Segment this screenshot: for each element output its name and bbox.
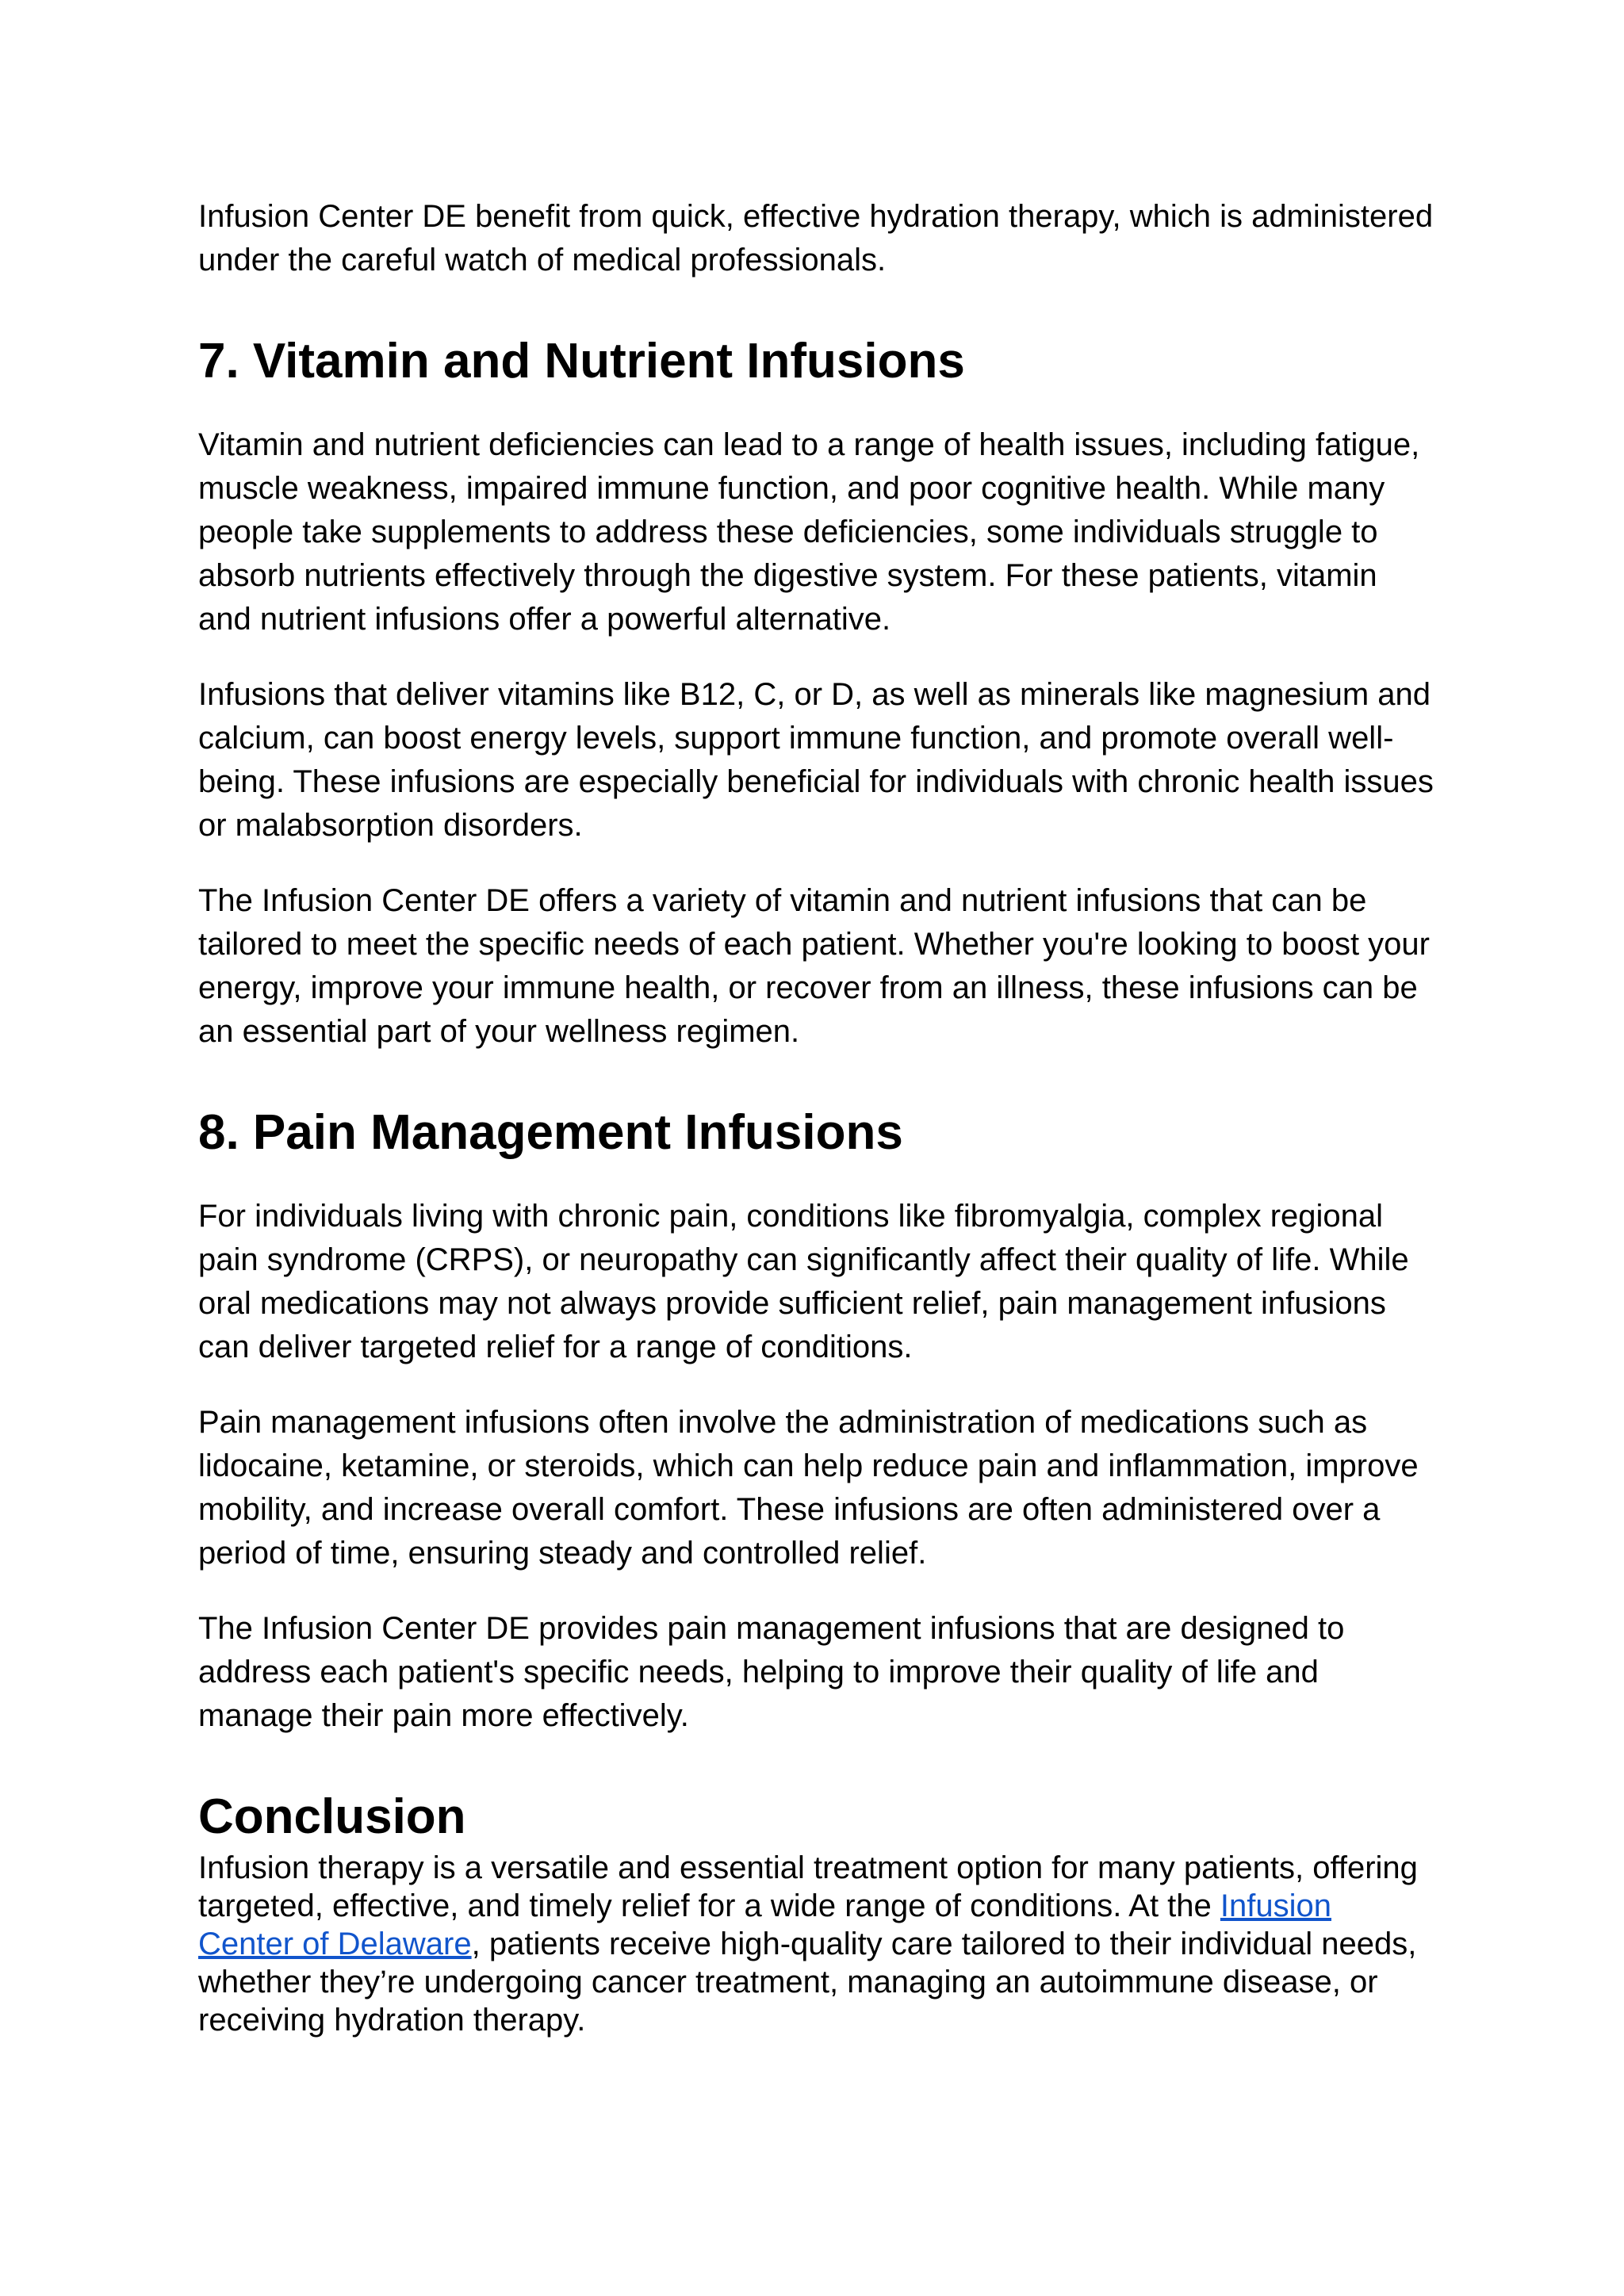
section-7-paragraph-3: The Infusion Center DE offers a variety of vitamin and nutrient infusions that can be tailored to meet the specific needs of each patient. Whether you're looking to boost your energy, improve your immune health, or recover from an illness, these infusions can be an essential part of your wellness regimen.	[198, 883, 1430, 1049]
section-7-paragraph-1: Vitamin and nutrient deficiencies can lead to a range of health issues, including fatigue, muscle weakness, impaired immune function, and poor cognitive health. While many people take supplements to address these deficiencies, some individuals struggle to absorb nutrients effectively through the digestive system. For these patients, vitamin and nutrient infusions offer a powerful alternative.	[198, 427, 1420, 637]
section-7-paragraph-2: Infusions that deliver vitamins like B12, C, or D, as well as minerals like magnesium and calcium, can boost energy levels, support immune function, and promote overall well-being. These infusions are especially beneficial for individuals with chronic health issues or malabsorption disorders.	[198, 677, 1434, 843]
intro-paragraph: Infusion Center DE benefit from quick, effective hydration therapy, which is administered under the careful watch of medical professionals.	[198, 199, 1434, 277]
section-7-heading: 7. Vitamin and Nutrient Infusions	[198, 334, 965, 388]
conclusion-text-after-link: , patients receive high-quality care tailored to their individual needs, whether they’re undergoing cancer treatment, managing an autoimmune disease, or receiving hydration therapy.	[198, 1927, 1417, 2038]
section-8-heading: 8. Pain Management Infusions	[198, 1105, 903, 1160]
conclusion-paragraph	[198, 1849, 1435, 2039]
infusion-center-link[interactable]: Infusion Center of Delaware	[198, 1888, 1331, 1961]
conclusion-heading: Conclusion	[198, 1789, 466, 1844]
section-8-paragraph-2: Pain management infusions often involve the administration of medications such as lidocaine, ketamine, or steroids, which can help reduce pain and inflammation, improve mobility, and increase overall comfort. These infusions are often administered over a period of time, ensuring steady and controlled relief.	[198, 1405, 1419, 1571]
conclusion-text-before-link: Infusion therapy is a versatile and essential treatment option for many patients, offering targeted, effective, and timely relief for a wide range of conditions. At the	[198, 1850, 1418, 1923]
section-8-paragraph-3: The Infusion Center DE provides pain management infusions that are designed to address each patient's specific needs, helping to improve their quality of life and manage their pain more effectively.	[198, 1611, 1345, 1733]
section-8-paragraph-1: For individuals living with chronic pain, conditions like fibromyalgia, complex regional pain syndrome (CRPS), or neuropathy can significantly affect their quality of life. While oral medications may not always provide sufficient relief, pain management infusions can deliver targeted relief for a range of conditions.	[198, 1199, 1409, 1364]
document-page	[198, 195, 1435, 2039]
